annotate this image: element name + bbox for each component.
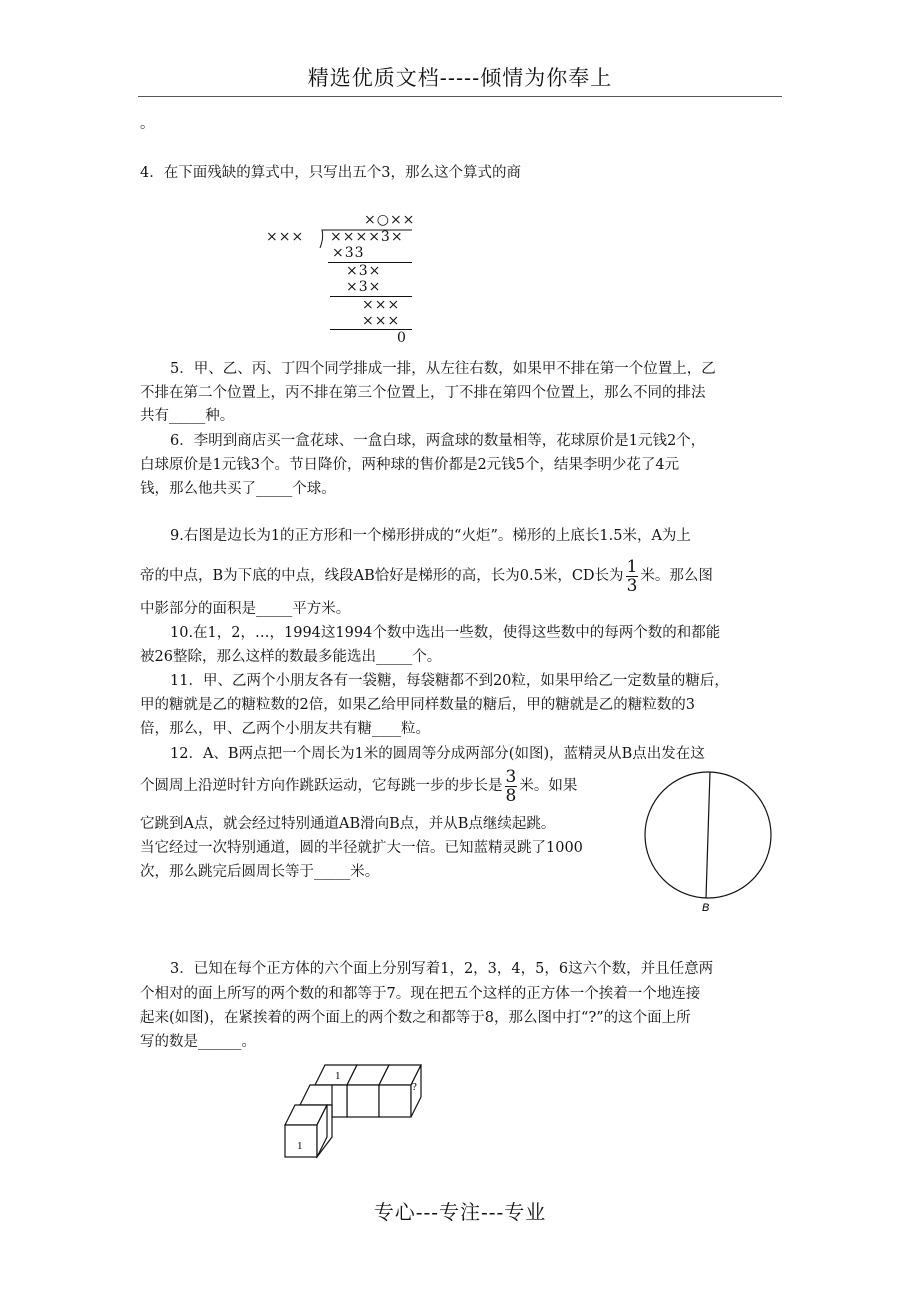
q9-line2: [140, 556, 713, 596]
q11-line1: 11．甲、乙两个小朋友各有一袋糖，每袋糖都不到20粒，如果甲给乙一定数量的糖后，: [170, 673, 729, 689]
q3-label-top: 1: [335, 1070, 341, 1082]
q4-row: ×××: [362, 313, 401, 329]
q4-row: ×××: [362, 297, 401, 313]
q4-division-diagram: [260, 210, 420, 345]
header-divider: [138, 96, 782, 97]
q10-line2: 被26整除，那么这样的数最多能选出_____个。: [140, 649, 442, 665]
q12-line3: 它跳到A点，就会经过特别通道AB滑向B点，并从B点继续起跳。: [140, 816, 556, 832]
q3-label-question: ?: [412, 1081, 417, 1093]
q3-label-front: 1: [297, 1140, 303, 1152]
q6-line3: 钱，那么他共买了_____个球。: [140, 481, 336, 497]
q3-line1: 3．已知在每个正方体的六个面上分别写着1，2，3，4，5，6这六个数，并且任意两: [170, 961, 714, 977]
q5-line2: 不排在第二个位置上，丙不排在第三个位置上，丁不排在第四个位置上，那么不同的排法: [140, 385, 706, 401]
q4-quotient: ×○××: [364, 212, 416, 228]
q12-fraction: [505, 768, 518, 805]
cube-side-face: [332, 1085, 347, 1117]
q5-line3: 共有_____种。: [140, 408, 235, 424]
q9-fraction: [626, 558, 639, 595]
page-header: 精选优质文档-----倾情为你奉上: [307, 66, 613, 90]
page-footer: 专心---专注---专业: [373, 1200, 547, 1224]
q4-row: ×3×: [346, 263, 382, 279]
cube-front-face: [379, 1085, 411, 1117]
q4-text: 4．在下面残缺的算式中，只写出五个3，那么这个算式的商: [140, 165, 521, 181]
q3-line3: 起来(如图)，在紧挨着的两个面上的两个数之和都等于8，那么图中打“?”的这个面上所: [140, 1010, 691, 1026]
q12-fraction-denominator: 8: [505, 785, 517, 806]
q12-line1: 12．A、B两点把一个周长为1米的圆周等分成两部分(如图)，蓝精灵从B点出发在这: [170, 746, 705, 762]
q6-line2: 白球原价是1元钱3个。节日降价，两种球的售价都是2元钱5个，结果李明少花了4元: [140, 457, 680, 473]
q9-fraction-numerator: 1: [626, 556, 638, 577]
q12-fraction-numerator: 3: [505, 766, 517, 787]
q4-row: ×3×: [346, 279, 382, 295]
q12-chord-ab: [706, 772, 710, 898]
q12-line4: 当它经过一次特别通道，圆的半径就扩大一倍。已知蓝精灵跳了1000: [140, 840, 583, 856]
q3-line4: 写的数是______。: [140, 1034, 256, 1050]
stray-mark: 。: [140, 116, 155, 132]
q9-line1: 9.右图是边长为1的正方形和一个梯形拼成的“火炬”。梯形的上底长1.5米，A为上: [170, 528, 691, 544]
q10-line1: 10.在1，2，…，1994这1994个数中选出一些数，使得这些数中的每两个数的和都能: [170, 625, 721, 641]
q5-line1: 5．甲、乙、丙、丁四个同学排成一排，从左往右数，如果甲不排在第一个位置上，乙: [170, 361, 716, 377]
q12-circle-diagram: [640, 768, 780, 913]
q9-line2-end: 米。那么图: [640, 568, 713, 584]
q12-label-b: B: [702, 902, 710, 914]
q11-line3: 倍，那么，甲、乙两个小朋友共有糖____粒。: [140, 721, 430, 737]
cube-front-face: [347, 1085, 379, 1117]
q9-line2-start: 帝的中点，B为下底的中点，线段AB恰好是梯形的高，长为0.5米，CD长为: [140, 568, 624, 584]
q9-fraction-denominator: 3: [626, 575, 638, 596]
q11-line2: 甲的糖就是乙的糖粒数的2倍，如果乙给甲同样数量的糖后，甲的糖就是乙的糖粒数的3: [140, 697, 695, 713]
q12-line2-start: 个圆周上沿逆时针方向作跳跃运动，它每跳一步的步长是: [140, 778, 503, 794]
q4-dividend: ××××3×: [330, 229, 404, 245]
q12-line5: 次，那么跳完后圆周长等于_____米。: [140, 864, 380, 880]
q6-line1: 6．李明到商店买一盒花球、一盒白球，两盒球的数量相等，花球原价是1元钱2个，: [170, 433, 706, 449]
q3-cubes-diagram: [280, 1060, 440, 1170]
q12-line2-end: 米。如果: [519, 778, 578, 794]
q4-divisor: ×××: [266, 229, 305, 245]
q9-line3: 中影部分的面积是_____平方米。: [140, 601, 351, 617]
q12-line2: [140, 766, 577, 806]
q4-row: ×33: [332, 245, 365, 261]
q3-line2: 个相对的面上所写的两个数的和都等于7。现在把五个这样的正方体一个挨着一个地连接: [140, 986, 701, 1002]
q4-remainder: 0: [397, 330, 407, 346]
